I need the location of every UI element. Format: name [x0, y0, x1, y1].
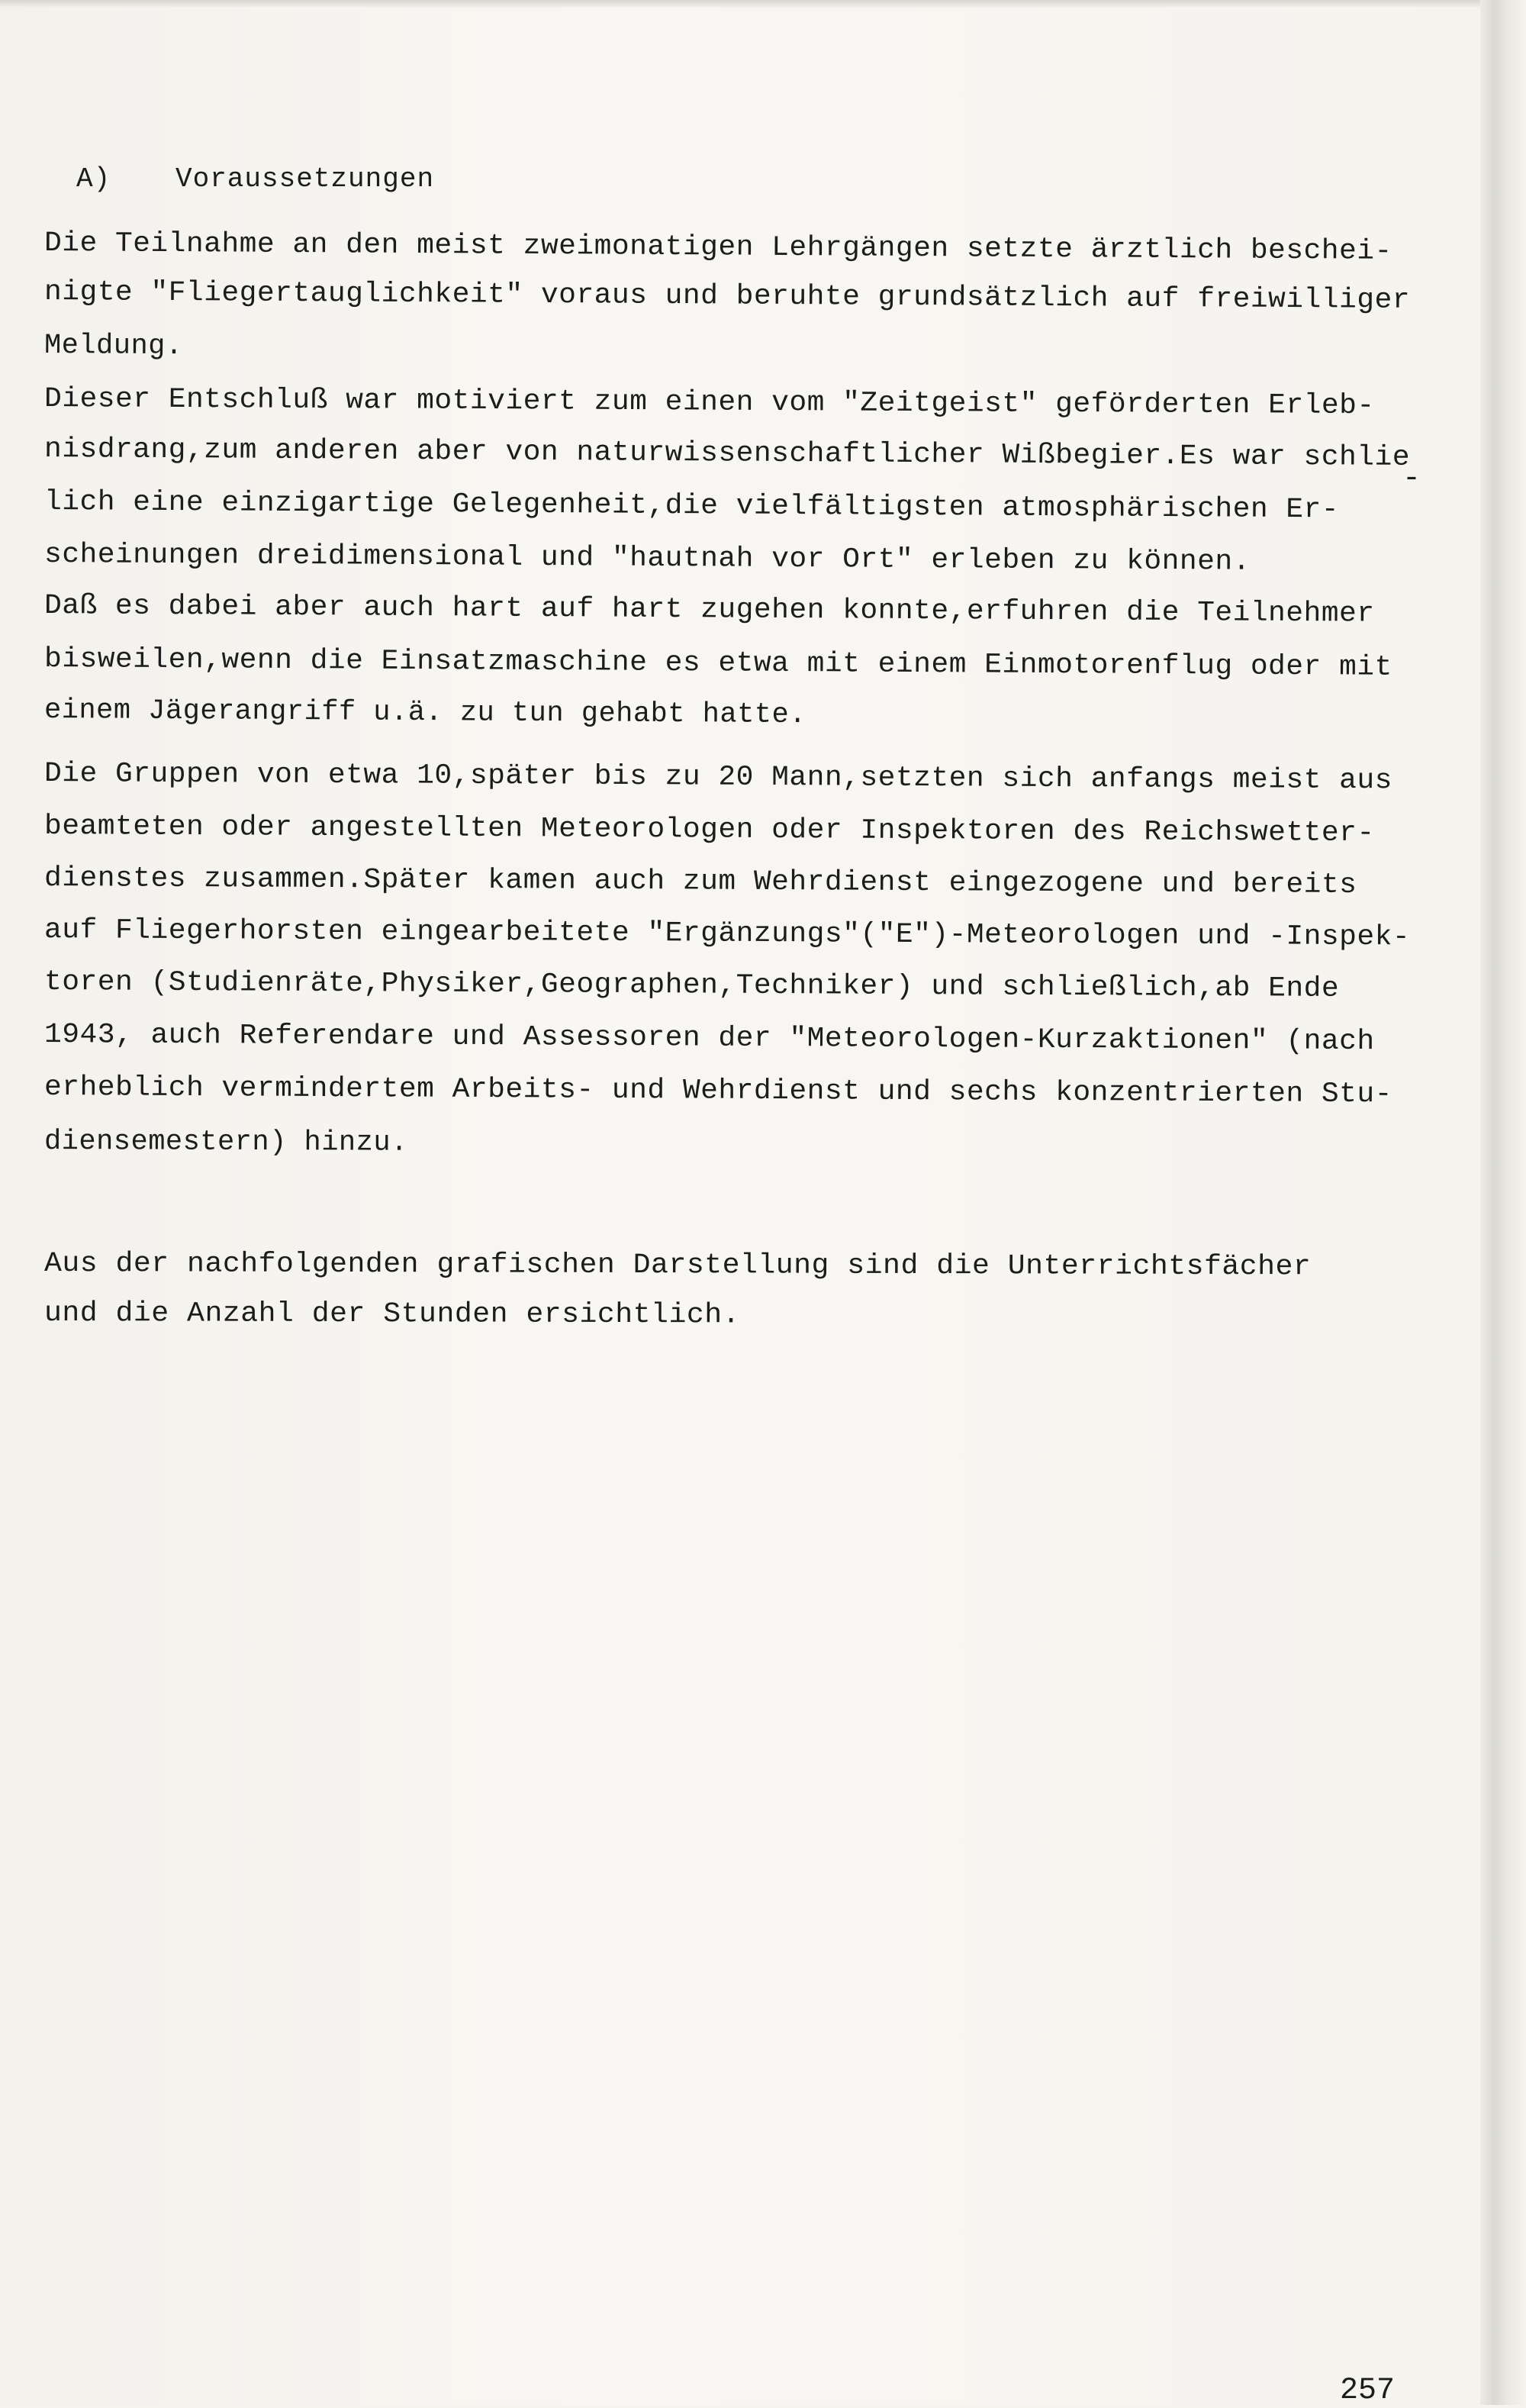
text-line: scheinungen dreidimensional und "hautnah vor Ort" erleben zu können.	[43, 539, 1251, 579]
section-title: Voraussetzungen	[175, 163, 435, 195]
text-line: Aus der nachfolgenden grafischen Darstellung sind die Unterrichtsfächer	[43, 1248, 1312, 1284]
page-top-shadow	[0, 0, 1526, 8]
text-line: diensemestern) hinzu.	[43, 1126, 408, 1159]
text-line: auf Fliegerhorsten eingearbeitete "Ergänzungs"("E")-Meteorologen und -Inspek-	[43, 914, 1411, 954]
margin-hyphen-mark: -	[1402, 462, 1421, 496]
text-line: beamteten oder angestellten Meteorologen oder Inspektoren des Reichswetter-	[43, 811, 1375, 850]
text-line: bisweilen,wenn die Einsatzmaschine es etwa mit einem Einmotorenflug oder mit	[43, 643, 1392, 684]
text-line: nisdrang,zum anderen aber von naturwissenschaftlicher Wißbegier.Es war schlie	[43, 434, 1411, 474]
text-line: 1943, auch Referendare und Assessoren der "Meteorologen-Kurzaktionen" (nach	[43, 1019, 1375, 1059]
text-line: lich eine einzigartige Gelegenheit,die vielfältigsten atmosphärischen Er-	[43, 486, 1340, 527]
text-line: dienstes zusammen.Später kamen auch zum Wehrdienst eingezogene und bereits	[43, 862, 1357, 902]
text-line: Dieser Entschluß war motiviert zum einen vom "Zeitgeist" geförderten Erleb-	[43, 383, 1375, 423]
text-line: nigte "Fliegertauglichkeit" voraus und beruhte grundsätzlich auf freiwilliger	[43, 276, 1411, 317]
text-line: und die Anzahl der Stunden ersichtlich.	[43, 1297, 741, 1332]
text-line: einem Jägerangriff u.ä. zu tun gehabt hatte.	[43, 695, 807, 732]
text-line: erheblich vermindertem Arbeits- und Wehrdienst und sechs konzentrierten Stu-	[43, 1072, 1392, 1111]
text-line: Die Teilnahme an den meist zweimonatigen Lehrgängen setzte ärztlich beschei-	[43, 227, 1392, 268]
text-line: toren (Studienräte,Physiker,Geographen,Techniker) und schließlich,ab Ende	[43, 966, 1340, 1005]
text-line: Daß es dabei aber auch hart auf hart zugehen konnte,erfuhren die Teilnehmer	[43, 590, 1375, 630]
page-number: 257	[1340, 2374, 1396, 2408]
text-line: Meldung.	[43, 330, 183, 363]
section-heading	[76, 163, 434, 195]
text-line: Die Gruppen von etwa 10,später bis zu 20 Mann,setzten sich anfangs meist aus	[43, 758, 1392, 798]
section-label: A)	[76, 163, 111, 195]
page-binding-edge	[1480, 0, 1526, 2405]
